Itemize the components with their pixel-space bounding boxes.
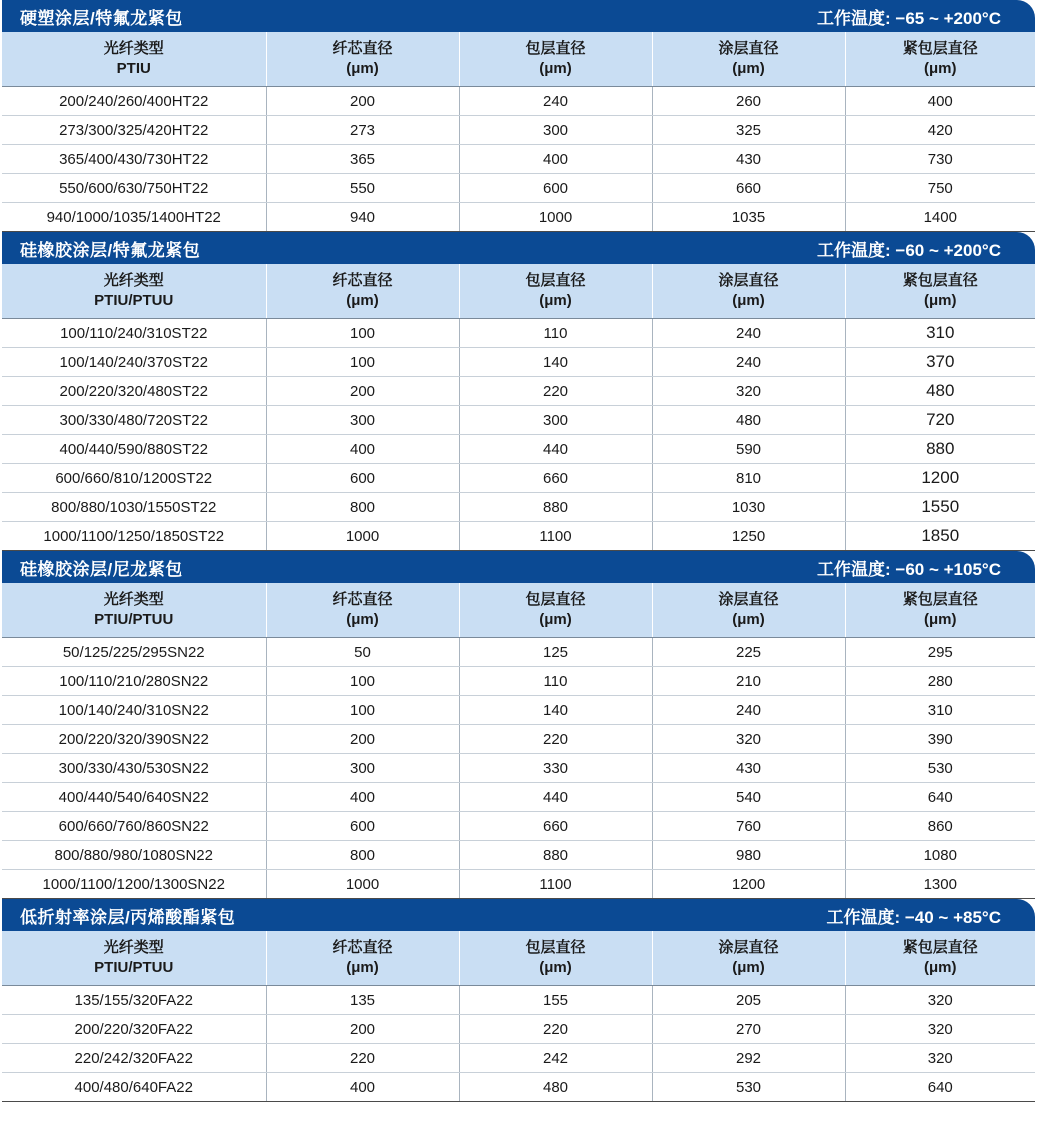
cell-buffer-diameter: 730 bbox=[845, 145, 1035, 174]
cell-cladding-diameter: 140 bbox=[459, 696, 652, 725]
cell-coating-diameter: 240 bbox=[652, 348, 845, 377]
cell-buffer-diameter: 1550 bbox=[845, 493, 1035, 522]
table-row bbox=[2, 696, 1035, 725]
cell-coating-diameter: 980 bbox=[652, 841, 845, 870]
cell-cladding-diameter: 220 bbox=[459, 377, 652, 406]
cell-core-diameter: 365 bbox=[266, 145, 459, 174]
cell-buffer-diameter: 310 bbox=[845, 696, 1035, 725]
column-header-subtitle: (μm) bbox=[923, 959, 957, 976]
cell-cladding-diameter: 110 bbox=[459, 667, 652, 696]
column-header-subtitle: (μm) bbox=[539, 292, 572, 309]
section-title: 硅橡胶涂层/特氟龙紧包 bbox=[20, 240, 201, 260]
cell-fiber-type: 100/110/240/310ST22 bbox=[2, 319, 266, 348]
section-title: 硅橡胶涂层/尼龙紧包 bbox=[20, 559, 183, 579]
cell-buffer-diameter: 320 bbox=[845, 1044, 1035, 1073]
cell-cladding-diameter: 480 bbox=[459, 1073, 652, 1102]
column-header-subtitle: (μm) bbox=[539, 60, 572, 77]
cell-fiber-type: 300/330/480/720ST22 bbox=[2, 406, 266, 435]
cell-core-diameter: 1000 bbox=[266, 870, 459, 899]
column-header-subtitle: (μm) bbox=[732, 611, 765, 628]
cell-coating-diameter: 240 bbox=[652, 696, 845, 725]
cell-fiber-type: 100/110/210/280SN22 bbox=[2, 667, 266, 696]
cell-cladding-diameter: 242 bbox=[459, 1044, 652, 1073]
cell-coating-diameter: 240 bbox=[652, 319, 845, 348]
cell-coating-diameter: 205 bbox=[652, 986, 845, 1015]
cell-buffer-diameter: 640 bbox=[845, 1073, 1035, 1102]
column-header-label: 包层直径 bbox=[525, 40, 586, 57]
cell-cladding-diameter: 880 bbox=[459, 841, 652, 870]
cell-fiber-type: 200/220/320/480ST22 bbox=[2, 377, 266, 406]
table-row bbox=[2, 986, 1035, 1015]
cell-core-diameter: 135 bbox=[266, 986, 459, 1015]
cell-fiber-type: 400/480/640FA22 bbox=[2, 1073, 266, 1102]
cell-core-diameter: 200 bbox=[266, 377, 459, 406]
column-header-label: 紧包层直径 bbox=[902, 939, 978, 956]
cell-buffer-diameter: 1080 bbox=[845, 841, 1035, 870]
cell-cladding-diameter: 220 bbox=[459, 1015, 652, 1044]
column-header-subtitle: (μm) bbox=[539, 611, 572, 628]
cell-fiber-type: 1000/1100/1250/1850ST22 bbox=[2, 522, 266, 551]
cell-core-diameter: 550 bbox=[266, 174, 459, 203]
column-header-cladding-diameter bbox=[459, 931, 652, 986]
column-header-subtitle: (μm) bbox=[732, 60, 765, 77]
column-header-buffer-diameter bbox=[845, 32, 1035, 87]
column-header-label: 紧包层直径 bbox=[902, 272, 978, 289]
operating-temperature: 工作温度: −65 ~ +200°C bbox=[817, 8, 1001, 28]
cell-core-diameter: 940 bbox=[266, 203, 459, 232]
cell-buffer-diameter: 1200 bbox=[845, 464, 1035, 493]
cell-cladding-diameter: 600 bbox=[459, 174, 652, 203]
column-header-subtitle: (μm) bbox=[923, 60, 957, 77]
table-row bbox=[2, 87, 1035, 116]
table-row bbox=[2, 638, 1035, 667]
cell-cladding-diameter: 140 bbox=[459, 348, 652, 377]
cell-coating-diameter: 1035 bbox=[652, 203, 845, 232]
column-header-coating-diameter bbox=[652, 931, 845, 986]
cell-buffer-diameter: 420 bbox=[845, 116, 1035, 145]
column-header-subtitle: PTIU/PTUU bbox=[94, 959, 174, 976]
column-header-label: 纤芯直径 bbox=[332, 40, 393, 57]
cell-fiber-type: 135/155/320FA22 bbox=[2, 986, 266, 1015]
table-row bbox=[2, 1073, 1035, 1102]
spec-table bbox=[2, 264, 1035, 551]
cell-fiber-type: 400/440/590/880ST22 bbox=[2, 435, 266, 464]
cell-core-diameter: 100 bbox=[266, 348, 459, 377]
column-header-label: 光纤类型 bbox=[103, 272, 164, 289]
cell-buffer-diameter: 750 bbox=[845, 174, 1035, 203]
cell-core-diameter: 220 bbox=[266, 1044, 459, 1073]
cell-buffer-diameter: 400 bbox=[845, 87, 1035, 116]
cell-coating-diameter: 540 bbox=[652, 783, 845, 812]
table-row bbox=[2, 203, 1035, 232]
cell-fiber-type: 1000/1100/1200/1300SN22 bbox=[2, 870, 266, 899]
cell-fiber-type: 365/400/430/730HT22 bbox=[2, 145, 266, 174]
cell-cladding-diameter: 660 bbox=[459, 464, 652, 493]
column-header-cladding-diameter bbox=[459, 583, 652, 638]
cell-coating-diameter: 1250 bbox=[652, 522, 845, 551]
section-banner bbox=[2, 551, 1035, 583]
table-row bbox=[2, 435, 1035, 464]
cell-coating-diameter: 320 bbox=[652, 377, 845, 406]
cell-coating-diameter: 270 bbox=[652, 1015, 845, 1044]
cell-coating-diameter: 590 bbox=[652, 435, 845, 464]
cell-cladding-diameter: 125 bbox=[459, 638, 652, 667]
cell-coating-diameter: 660 bbox=[652, 174, 845, 203]
cell-fiber-type: 200/220/320FA22 bbox=[2, 1015, 266, 1044]
table-row bbox=[2, 319, 1035, 348]
cell-fiber-type: 600/660/810/1200ST22 bbox=[2, 464, 266, 493]
cell-fiber-type: 273/300/325/420HT22 bbox=[2, 116, 266, 145]
table-row bbox=[2, 377, 1035, 406]
cell-coating-diameter: 260 bbox=[652, 87, 845, 116]
cell-buffer-diameter: 530 bbox=[845, 754, 1035, 783]
cell-core-diameter: 400 bbox=[266, 1073, 459, 1102]
column-header-label: 纤芯直径 bbox=[332, 272, 393, 289]
column-header-subtitle: (μm) bbox=[346, 611, 379, 628]
table-row bbox=[2, 464, 1035, 493]
operating-temperature: 工作温度: −60 ~ +200°C bbox=[817, 240, 1001, 260]
column-header-subtitle: (μm) bbox=[732, 959, 765, 976]
column-header-subtitle: (μm) bbox=[346, 292, 379, 309]
cell-buffer-diameter: 480 bbox=[845, 377, 1035, 406]
cell-fiber-type: 550/600/630/750HT22 bbox=[2, 174, 266, 203]
column-header-label: 紧包层直径 bbox=[902, 40, 978, 57]
cell-buffer-diameter: 320 bbox=[845, 1015, 1035, 1044]
table-row bbox=[2, 841, 1035, 870]
column-header-subtitle: (μm) bbox=[539, 959, 572, 976]
column-header-subtitle: (μm) bbox=[346, 60, 379, 77]
cell-buffer-diameter: 640 bbox=[845, 783, 1035, 812]
section-banner bbox=[2, 899, 1035, 931]
cell-buffer-diameter: 1850 bbox=[845, 522, 1035, 551]
column-header-subtitle: PTIU/PTUU bbox=[94, 292, 174, 309]
cell-coating-diameter: 320 bbox=[652, 725, 845, 754]
column-header-fiber-type bbox=[2, 264, 266, 319]
cell-cladding-diameter: 155 bbox=[459, 986, 652, 1015]
column-header-core-diameter bbox=[266, 931, 459, 986]
cell-coating-diameter: 430 bbox=[652, 145, 845, 174]
cell-cladding-diameter: 440 bbox=[459, 435, 652, 464]
cell-cladding-diameter: 1100 bbox=[459, 870, 652, 899]
cell-core-diameter: 200 bbox=[266, 87, 459, 116]
operating-temperature: 工作温度: −60 ~ +105°C bbox=[817, 559, 1001, 579]
column-header-subtitle: (μm) bbox=[923, 611, 957, 628]
cell-core-diameter: 400 bbox=[266, 783, 459, 812]
cell-coating-diameter: 325 bbox=[652, 116, 845, 145]
cell-buffer-diameter: 310 bbox=[845, 319, 1035, 348]
header-row bbox=[2, 32, 1035, 87]
cell-cladding-diameter: 1100 bbox=[459, 522, 652, 551]
cell-buffer-diameter: 390 bbox=[845, 725, 1035, 754]
table-row bbox=[2, 783, 1035, 812]
column-header-label: 涂层直径 bbox=[718, 939, 779, 956]
cell-cladding-diameter: 330 bbox=[459, 754, 652, 783]
table-row bbox=[2, 145, 1035, 174]
table-row bbox=[2, 812, 1035, 841]
table-row bbox=[2, 174, 1035, 203]
column-header-label: 光纤类型 bbox=[103, 591, 164, 608]
cell-buffer-diameter: 280 bbox=[845, 667, 1035, 696]
section-banner bbox=[2, 232, 1035, 264]
section-title: 硬塑涂层/特氟龙紧包 bbox=[20, 8, 183, 28]
cell-coating-diameter: 210 bbox=[652, 667, 845, 696]
cell-buffer-diameter: 1300 bbox=[845, 870, 1035, 899]
spec-section bbox=[2, 232, 1035, 551]
cell-fiber-type: 400/440/540/640SN22 bbox=[2, 783, 266, 812]
column-header-subtitle: (μm) bbox=[732, 292, 765, 309]
column-header-cladding-diameter bbox=[459, 264, 652, 319]
cell-cladding-diameter: 880 bbox=[459, 493, 652, 522]
cell-fiber-type: 600/660/760/860SN22 bbox=[2, 812, 266, 841]
cell-core-diameter: 1000 bbox=[266, 522, 459, 551]
cell-core-diameter: 800 bbox=[266, 841, 459, 870]
cell-core-diameter: 273 bbox=[266, 116, 459, 145]
cell-core-diameter: 100 bbox=[266, 319, 459, 348]
cell-buffer-diameter: 860 bbox=[845, 812, 1035, 841]
cell-cladding-diameter: 660 bbox=[459, 812, 652, 841]
cell-cladding-diameter: 220 bbox=[459, 725, 652, 754]
cell-cladding-diameter: 110 bbox=[459, 319, 652, 348]
table-row bbox=[2, 406, 1035, 435]
table-row bbox=[2, 522, 1035, 551]
cell-coating-diameter: 530 bbox=[652, 1073, 845, 1102]
column-header-buffer-diameter bbox=[845, 264, 1035, 319]
cell-core-diameter: 200 bbox=[266, 725, 459, 754]
spec-table bbox=[2, 931, 1035, 1102]
column-header-buffer-diameter bbox=[845, 583, 1035, 638]
cell-fiber-type: 800/880/980/1080SN22 bbox=[2, 841, 266, 870]
column-header-label: 纤芯直径 bbox=[332, 939, 393, 956]
cell-coating-diameter: 225 bbox=[652, 638, 845, 667]
column-header-subtitle: PTIU/PTUU bbox=[94, 611, 174, 628]
column-header-label: 包层直径 bbox=[525, 939, 586, 956]
column-header-coating-diameter bbox=[652, 583, 845, 638]
cell-core-diameter: 600 bbox=[266, 464, 459, 493]
table-row bbox=[2, 493, 1035, 522]
cell-coating-diameter: 480 bbox=[652, 406, 845, 435]
cell-cladding-diameter: 1000 bbox=[459, 203, 652, 232]
cell-cladding-diameter: 240 bbox=[459, 87, 652, 116]
column-header-label: 光纤类型 bbox=[103, 40, 164, 57]
cell-core-diameter: 50 bbox=[266, 638, 459, 667]
cell-fiber-type: 100/140/240/310SN22 bbox=[2, 696, 266, 725]
column-header-coating-diameter bbox=[652, 32, 845, 87]
column-header-label: 涂层直径 bbox=[718, 591, 779, 608]
table-row bbox=[2, 348, 1035, 377]
cell-coating-diameter: 760 bbox=[652, 812, 845, 841]
header-row bbox=[2, 264, 1035, 319]
column-header-label: 光纤类型 bbox=[103, 939, 164, 956]
cell-coating-diameter: 1030 bbox=[652, 493, 845, 522]
cell-fiber-type: 300/330/430/530SN22 bbox=[2, 754, 266, 783]
table-row bbox=[2, 1044, 1035, 1073]
table-row bbox=[2, 1015, 1035, 1044]
table-row bbox=[2, 667, 1035, 696]
cell-cladding-diameter: 300 bbox=[459, 116, 652, 145]
section-title: 低折射率涂层/丙烯酸酯紧包 bbox=[20, 907, 236, 927]
table-row bbox=[2, 870, 1035, 899]
column-header-label: 涂层直径 bbox=[718, 40, 779, 57]
cell-buffer-diameter: 320 bbox=[845, 986, 1035, 1015]
table-row bbox=[2, 754, 1035, 783]
cell-fiber-type: 800/880/1030/1550ST22 bbox=[2, 493, 266, 522]
header-row bbox=[2, 583, 1035, 638]
column-header-label: 紧包层直径 bbox=[902, 591, 978, 608]
cell-cladding-diameter: 300 bbox=[459, 406, 652, 435]
cell-buffer-diameter: 720 bbox=[845, 406, 1035, 435]
cell-fiber-type: 220/242/320FA22 bbox=[2, 1044, 266, 1073]
spec-table bbox=[2, 32, 1035, 232]
column-header-coating-diameter bbox=[652, 264, 845, 319]
column-header-core-diameter bbox=[266, 583, 459, 638]
spec-table bbox=[2, 583, 1035, 899]
spec-section bbox=[2, 551, 1035, 899]
column-header-core-diameter bbox=[266, 32, 459, 87]
cell-core-diameter: 100 bbox=[266, 667, 459, 696]
cell-cladding-diameter: 440 bbox=[459, 783, 652, 812]
column-header-label: 包层直径 bbox=[525, 272, 586, 289]
column-header-subtitle: PTIU bbox=[116, 60, 151, 77]
cell-core-diameter: 600 bbox=[266, 812, 459, 841]
cell-coating-diameter: 1200 bbox=[652, 870, 845, 899]
column-header-subtitle: (μm) bbox=[346, 959, 379, 976]
table-row bbox=[2, 725, 1035, 754]
cell-fiber-type: 200/240/260/400HT22 bbox=[2, 87, 266, 116]
column-header-fiber-type bbox=[2, 583, 266, 638]
cell-cladding-diameter: 400 bbox=[459, 145, 652, 174]
cell-coating-diameter: 810 bbox=[652, 464, 845, 493]
cell-fiber-type: 200/220/320/390SN22 bbox=[2, 725, 266, 754]
spec-section bbox=[2, 0, 1035, 232]
cell-buffer-diameter: 370 bbox=[845, 348, 1035, 377]
column-header-fiber-type bbox=[2, 931, 266, 986]
column-header-label: 纤芯直径 bbox=[332, 591, 393, 608]
column-header-fiber-type bbox=[2, 32, 266, 87]
column-header-cladding-diameter bbox=[459, 32, 652, 87]
cell-buffer-diameter: 295 bbox=[845, 638, 1035, 667]
cell-coating-diameter: 292 bbox=[652, 1044, 845, 1073]
column-header-subtitle: (μm) bbox=[923, 292, 957, 309]
cell-buffer-diameter: 1400 bbox=[845, 203, 1035, 232]
cell-coating-diameter: 430 bbox=[652, 754, 845, 783]
cell-core-diameter: 400 bbox=[266, 435, 459, 464]
cell-core-diameter: 800 bbox=[266, 493, 459, 522]
cell-core-diameter: 200 bbox=[266, 1015, 459, 1044]
cell-fiber-type: 940/1000/1035/1400HT22 bbox=[2, 203, 266, 232]
cell-buffer-diameter: 880 bbox=[845, 435, 1035, 464]
column-header-core-diameter bbox=[266, 264, 459, 319]
column-header-label: 包层直径 bbox=[525, 591, 586, 608]
cell-fiber-type: 100/140/240/370ST22 bbox=[2, 348, 266, 377]
section-banner bbox=[2, 0, 1035, 32]
operating-temperature: 工作温度: −40 ~ +85°C bbox=[826, 907, 1001, 927]
table-row bbox=[2, 116, 1035, 145]
column-header-label: 涂层直径 bbox=[718, 272, 779, 289]
spec-section bbox=[2, 899, 1035, 1102]
cell-core-diameter: 300 bbox=[266, 406, 459, 435]
cell-fiber-type: 50/125/225/295SN22 bbox=[2, 638, 266, 667]
cell-core-diameter: 100 bbox=[266, 696, 459, 725]
column-header-buffer-diameter bbox=[845, 931, 1035, 986]
header-row bbox=[2, 931, 1035, 986]
cell-core-diameter: 300 bbox=[266, 754, 459, 783]
